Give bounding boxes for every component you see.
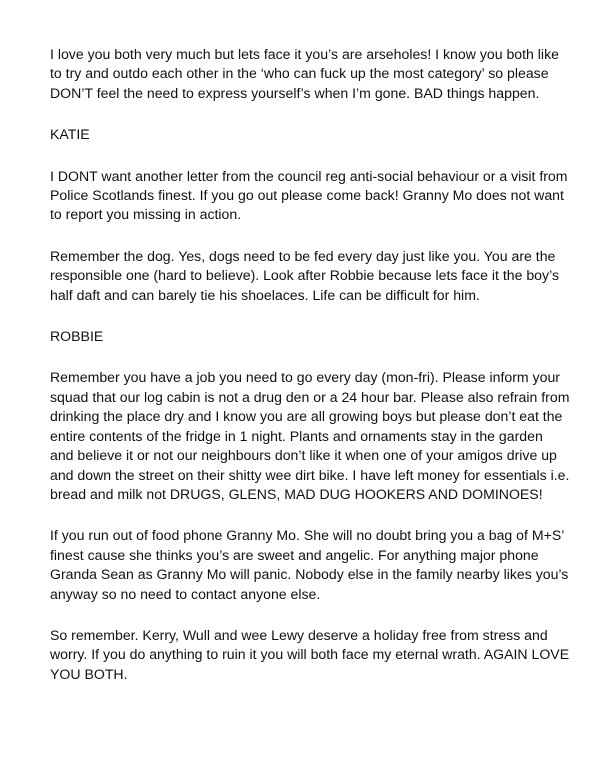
robbie-paragraph-1: Remember you have a job you need to go every day (mon-fri). Please inform your squad that our log cabin is not a drug den or a 24 hour bar. Please also refrain from drinking the place dry and I know you are all growing boys but please don’t eat the entire contents of the fridge in 1 night. Plants and ornaments stay in the garden and believe it or not our neighbours don’t like it when one of your amigos drive up and down the street on their shitty wee dirt bike. I have left money for essentials i.e. bread and milk not DRUGS, GLENS, MAD DUG HOOKERS AND DOMINOES! — [50, 369, 570, 502]
katie-paragraph-1: I DONT want another letter from the council reg anti-social behaviour or a visit from Police Scotlands finest. If you go out please come back! Granny Mo does not want to report you missing in action. — [50, 167, 568, 223]
intro-paragraph: I love you both very much but lets face it you’s are arseholes! I know you both like to try and outdo each other in the ‘who can fuck up the most category’ so please DON’T feel the need to express yourself’s when I’m gone. BAD things happen. — [50, 46, 559, 101]
section-heading-robbie: ROBBIE — [50, 328, 104, 345]
robbie-paragraph-2: If you run out of food phone Granny Mo. She will no doubt bring you a bag of M+S’ finest cause she thinks you’s are sweet and angelic. For anything major phone Granda Sean as Granny Mo will panic. Nobody else in the family nearby likes you’s anyway so no need to contact anyone else. — [50, 527, 569, 602]
letter-body — [50, 45, 570, 706]
section-heading-katie: KATIE — [50, 126, 90, 143]
katie-paragraph-2: Remember the dog. Yes, dogs need to be fed every day just like you. You are the responsible one (hard to believe). Look after Robbie because lets face it the boy’s half daft and can barely tie his shoelaces. Life can be difficult for him. — [50, 247, 559, 303]
closing-paragraph: So remember. Kerry, Wull and wee Lewy deserve a holiday free from stress and worry. If you do anything to ruin it you will both face my eternal wrath. AGAIN LOVE YOU BOTH. — [50, 626, 570, 682]
